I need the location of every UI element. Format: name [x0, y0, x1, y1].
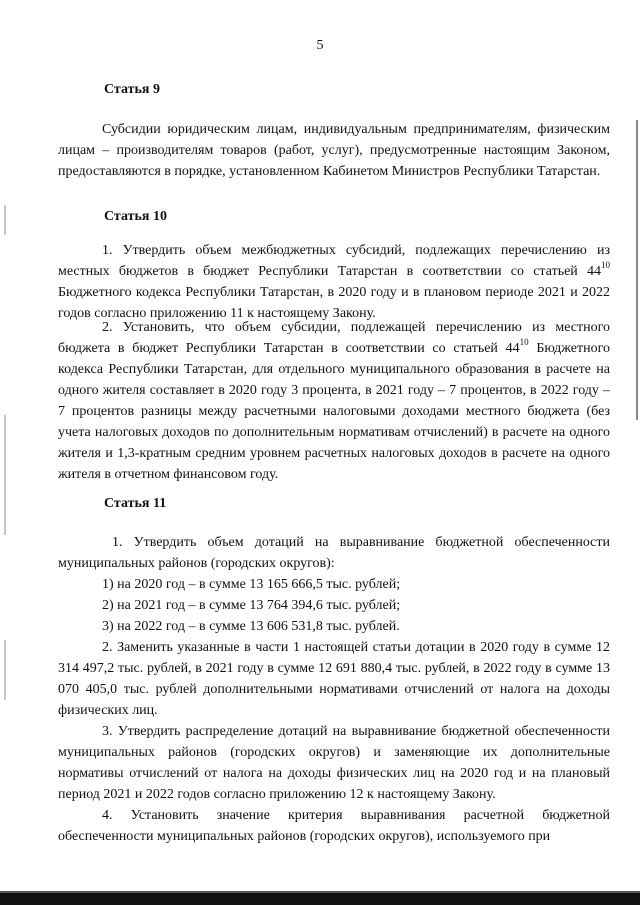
article-11-item-3: 3) на 2022 год – в сумме 13 606 531,8 тыс. рублей. — [102, 619, 400, 634]
article-9-paragraph: Субсидии юридическим лицам, индивидуальным предпринимателям, физическим лицам – производителям товаров (работ, услуг), предусмотренные настоящим Законом, предоставляются в порядке, установленном Кабинетом Министров Республики Татарстан. — [58, 122, 610, 179]
article-10-paragraph-2 — [58, 317, 610, 485]
scan-mark — [4, 415, 6, 535]
article-11-item-2: 2) на 2021 год – в сумме 13 764 394,6 тыс. рублей; — [102, 598, 401, 613]
article-11-item-1: 1) на 2020 год – в сумме 13 165 666,5 тыс. рублей; — [102, 577, 401, 592]
article-11-paragraph-1: 1. Утвердить объем дотаций на выравнивание бюджетной обеспеченности муниципальных районов (городских округов): — [58, 535, 610, 571]
article-11-paragraph-2: 2. Заменить указанные в части 1 настоящей статьи дотации в 2020 году в сумме 12 314 497,2 тыс. рублей, в 2021 году в сумме 12 691 880,4 тыс. рублей, в 2022 году в сумме 13 070 405,0 тыс. рублей дополнительными нормативами отчислений от налога на доходы физических лиц. — [58, 640, 610, 718]
scan-bottom-bar — [0, 893, 640, 905]
article-10-paragraph-1 — [58, 240, 610, 324]
article-10-p1-superscript: 10 — [601, 260, 610, 270]
scan-mark — [4, 205, 6, 235]
article-11-paragraph-4: 4. Установить значение критерия выравнивания расчетной бюджетной обеспеченности муниципальных районов (городских округов), используемого при — [58, 808, 610, 844]
article-10-heading: Статья 10 — [104, 209, 167, 224]
article-10-p1-text-cont: Бюджетного кодекса Республики Татарстан, в 2020 году и в плановом периоде 2021 и 2022 годов согласно приложению 11 к настоящему Закону. — [58, 285, 610, 321]
article-10-p2-superscript: 10 — [519, 337, 529, 347]
article-10-p1-text: 1. Утвердить объем межбюджетных субсидий, подлежащих перечислению из местных бюджетов в бюджет Республики Татарстан в соответствии со статьей 44 — [58, 243, 610, 279]
article-9-heading: Статья 9 — [104, 82, 160, 97]
article-11-paragraph-3: 3. Утвердить распределение дотаций на выравнивание бюджетной обеспеченности муниципальных районов (городских округов) и заменяющие их дополнительные нормативы отчислений от налога на доходы физических лиц на 2020 год и на плановый период 2021 и 2022 годов согласно приложению 12 к настоящему Закону. — [58, 724, 610, 802]
scan-edge — [636, 120, 638, 420]
scan-mark — [4, 640, 6, 700]
page-number: 5 — [316, 38, 324, 53]
article-10-p2-text-cont: Бюджетного кодекса Республики Татарстан, для отдельного муниципального образования в расчете на одного жителя составляет в 2020 году 3 процента, в 2021 году – 7 процентов, в 2022 году – 7 процентов разницы между расчетными налоговыми доходами местного бюджета (без учета налоговых доходов по дополнительным нормативам отчислений) в расчете на одного жителя и 1,3-кратным средним уровнем расчетных налоговых доходов в расчете на одного жителя в отчетном финансовом году. — [58, 341, 610, 482]
article-10-p2-text: 2. Установить, что объем субсидии, подлежащей перечислению из местного бюджета в бюджет Республики Татарстан в соответствии со статьей 44 — [58, 320, 610, 356]
article-11-heading: Статья 11 — [104, 496, 167, 511]
